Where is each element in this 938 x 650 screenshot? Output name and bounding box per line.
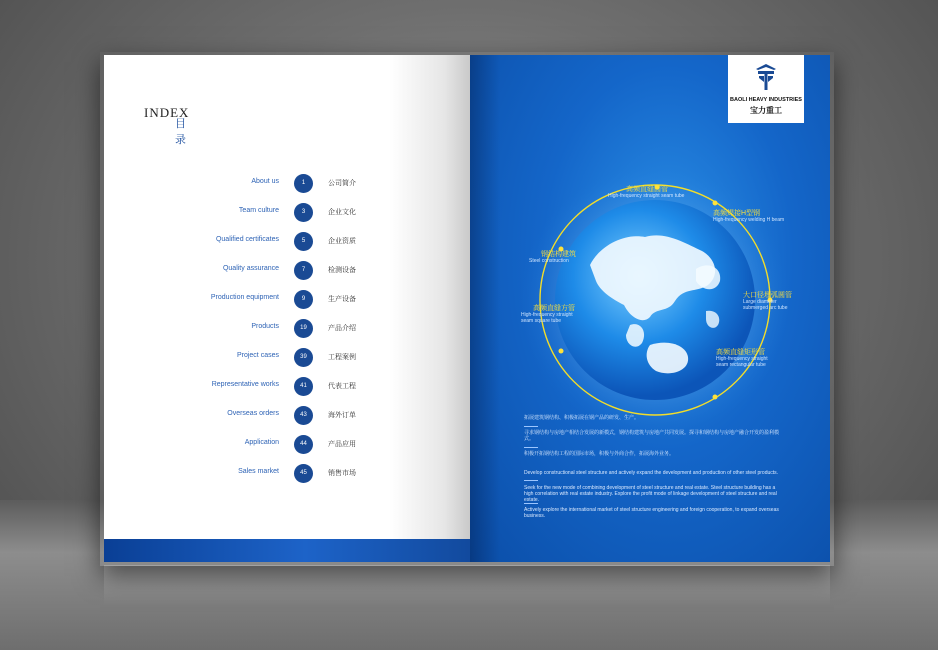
toc-row-quality[interactable] [104, 261, 470, 281]
toc-page-number: 39 [294, 348, 313, 367]
brochure-reflection [104, 565, 830, 605]
en-paragraph: Develop constructional steel structure and actively expand the development and production of other steel products. [524, 470, 779, 476]
globe-label-cn: 大口径埋弧圆管 [743, 292, 792, 299]
index-title [144, 105, 190, 146]
index-title-en: INDEX [144, 105, 190, 120]
toc-row-team-culture[interactable] [104, 203, 470, 223]
cn-paragraph: 积极开拓钢结构工程的国际市场，积极与外商合作，拓展海外业务。 [524, 451, 675, 457]
globe-label-en: Steel construction [529, 258, 569, 264]
globe-label-en: High-frequency welding H beam [713, 217, 785, 223]
toc-page-number: 44 [294, 435, 313, 454]
toc-page-number: 5 [294, 232, 313, 251]
toc-label-en: Overseas orders [227, 410, 279, 417]
globe-label-en: High-frequency straight seam square tube [521, 312, 573, 324]
globe-label-cn: 钢结构建筑 [541, 251, 576, 258]
toc-row-about[interactable] [104, 174, 470, 194]
toc-row-project-cases[interactable] [104, 348, 470, 368]
toc-label-en: Project cases [236, 352, 279, 359]
toc-row-products[interactable] [104, 319, 470, 339]
toc-label-en: About us [251, 178, 279, 185]
toc-row-overseas-orders[interactable] [104, 406, 470, 426]
globe-label-en: High-frequency straight seam rectangular tube [716, 356, 768, 368]
toc-label-cn: 代表工程 [328, 383, 356, 390]
left-page-bottom-bar [104, 539, 470, 562]
globe-label-cn: 高频直缝圆管 [626, 186, 668, 193]
toc-label-cn: 产品介绍 [328, 325, 356, 332]
globe-label-cn: 高频直缝方管 [533, 305, 575, 312]
toc-row-certificates[interactable] [104, 232, 470, 252]
globe-label-en: Large diameter submerged arc tube [743, 299, 788, 311]
toc-label-en: Quality assurance [222, 265, 279, 272]
index-title-cn: 目录 [175, 118, 186, 146]
toc-row-sales-market[interactable] [104, 464, 470, 484]
globe-label-en: High-frequency straight seam tube [608, 193, 685, 199]
logo-text-cn: 宝力重工 [750, 106, 782, 115]
toc-label-en: Sales market [238, 468, 279, 475]
toc-page-number: 9 [294, 290, 313, 309]
toc-label-en: Representative works [211, 381, 279, 388]
divider [524, 503, 538, 504]
toc-page-number: 43 [294, 406, 313, 425]
toc-row-application[interactable] [104, 435, 470, 455]
right-page [470, 55, 830, 562]
toc-page-number: 3 [294, 203, 313, 222]
globe-label-cn: 高频直缝矩形管 [716, 349, 765, 356]
toc-label-en: Application [244, 439, 279, 446]
toc-label-cn: 销售市场 [328, 470, 356, 477]
toc-label-cn: 产品应用 [328, 441, 356, 448]
toc-page-number: 7 [294, 261, 313, 280]
en-paragraph: Actively explore the international market of steel structure engineering and foreign cooperation, to expand overseas business. [524, 507, 779, 519]
toc-label-cn: 公司简介 [328, 180, 356, 187]
toc-label-en: Products [251, 323, 279, 330]
toc-label-en: Qualified certificates [215, 236, 279, 243]
en-paragraph: Seek for the new mode of combining development of steel structure and real estate. Steel structure building has a high correlation with real estate industry. Explore the profit mode of linkage development of steel structure and real estate. [524, 485, 777, 503]
toc-page-number: 45 [294, 464, 313, 483]
cn-paragraph: 寻求钢结构与房地产相结合发展的新模式，钢结构建筑与房地产共同发展。探寻和钢结构与房地产融合开发的盈利模式。 [524, 430, 780, 442]
toc-label-en: Production equipment [210, 294, 279, 301]
toc-label-cn: 企业资质 [328, 238, 356, 245]
divider [524, 426, 538, 427]
divider [524, 447, 538, 448]
toc-page-number: 41 [294, 377, 313, 396]
toc-page-number: 19 [294, 319, 313, 338]
toc-page-number: 1 [294, 174, 313, 193]
toc-row-representative-works[interactable] [104, 377, 470, 397]
toc-label-cn: 企业文化 [328, 209, 356, 216]
toc-label-cn: 检测设备 [328, 267, 356, 274]
cn-paragraph: 拓展建筑钢结构、积极拓展在钢产品的研发、生产。 [524, 415, 640, 421]
toc-label-cn: 工程案例 [328, 354, 356, 361]
toc-label-cn: 海外订单 [328, 412, 356, 419]
toc-row-equipment[interactable] [104, 290, 470, 310]
globe-label-cn: 高频焊接H型钢 [713, 210, 761, 217]
divider [524, 480, 538, 481]
toc-label-en: Team culture [238, 207, 279, 214]
toc-label-cn: 生产设备 [328, 296, 356, 303]
logo-text-en: BAOLI HEAVY INDUSTRIES [730, 97, 802, 103]
left-page [104, 55, 470, 562]
